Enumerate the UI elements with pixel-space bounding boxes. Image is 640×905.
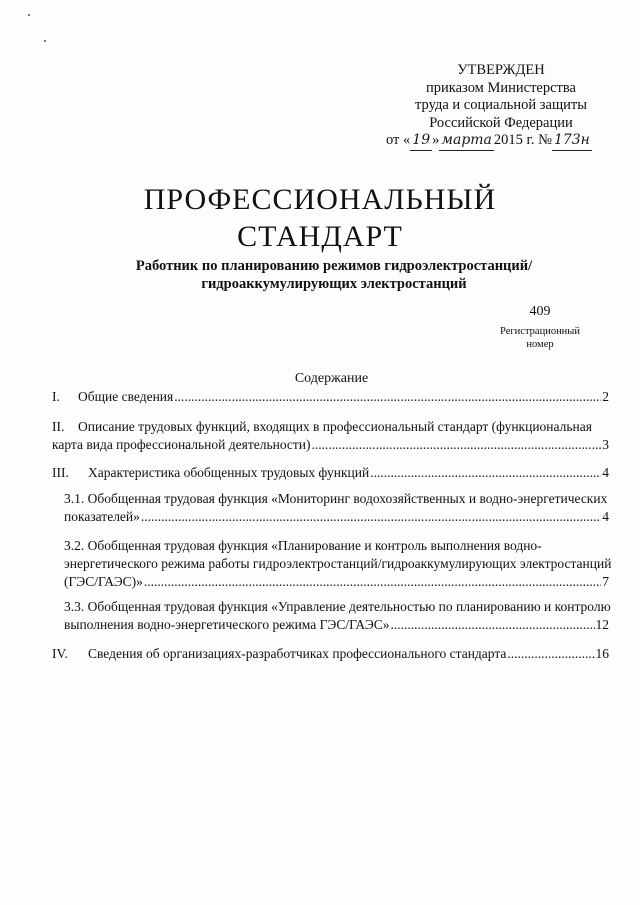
toc-leader (141, 508, 601, 526)
toc-leader (312, 436, 602, 454)
toc-item-number: I. (52, 389, 60, 404)
standard-name-line2: гидроаккумулирующих электростанций (201, 276, 467, 292)
toc-item (52, 388, 609, 406)
order-day: 19 (410, 132, 432, 151)
toc-item-text: Характеристика обобщенных трудовых функций (88, 465, 370, 480)
registration-number: 409 (529, 304, 551, 319)
toc-subitem (64, 490, 609, 526)
approval-line: приказом Министерства (426, 79, 576, 96)
toc-item-page: 16 (595, 646, 609, 661)
toc-item-page: 4 (602, 509, 609, 524)
toc-item-page: 4 (602, 465, 609, 480)
approval-heading: УТВЕРЖДЕН (457, 62, 545, 78)
toc-item (52, 645, 609, 663)
toc-subitem (64, 598, 609, 634)
registration-label: Регистрационный (500, 326, 580, 337)
toc-leader (174, 388, 601, 406)
toc-item (52, 464, 609, 482)
order-year: 2015 г. № (493, 132, 552, 148)
page-title: ПРОФЕССИОНАЛЬНЫЙ (143, 183, 497, 216)
toc-item-page: 7 (602, 574, 609, 589)
approval-line: труда и социальной защиты (415, 97, 587, 113)
toc-item-number: III. (52, 465, 69, 480)
toc-item-text: показателей» (64, 509, 140, 524)
toc-item-text: 3.2. Обобщенная трудовая функция «Планирование и контроль выполнения водно- (64, 538, 542, 553)
toc-item-text: карта вида профессиональной деятельности) (52, 437, 311, 452)
scan-speck (44, 40, 46, 42)
order-month: марта (439, 132, 494, 151)
toc-item-text: выполнения водно-энергетического режима ГЭС/ГАЭС» (64, 617, 390, 632)
toc-leader (507, 645, 594, 663)
toc-item-number: IV. (52, 646, 68, 661)
standard-name: Работник по планированию режимов гидроэлектростанций/ (135, 258, 533, 274)
toc-item-page: 3 (602, 437, 609, 452)
registration-label-line2: номер (526, 339, 554, 350)
toc-item (52, 418, 609, 454)
toc-heading: Содержание (294, 371, 369, 386)
toc-item-number: II. (52, 419, 65, 434)
toc-item-text: Описание трудовых функций, входящих в профессиональный стандарт (функциональная (78, 419, 592, 434)
order-number: 173н (552, 132, 592, 151)
scan-speck (28, 14, 30, 16)
toc-item-page: 2 (602, 389, 609, 404)
toc-leader (370, 464, 601, 482)
toc-leader (144, 573, 601, 591)
order-line (386, 132, 616, 151)
toc-item-text: Сведения об организациях-разработчиках профессионального стандарта (88, 646, 507, 661)
approval-line: Российской Федерации (429, 114, 573, 131)
toc-item-text: (ГЭС/ГАЭС)» (64, 574, 143, 589)
toc-item-page: 12 (595, 617, 609, 632)
order-prefix: от « (386, 132, 411, 148)
order-quote: » (432, 132, 440, 148)
toc-item-text: Общие сведения (78, 389, 174, 404)
toc-item-text: энергетического режима работы гидроэлектростанций/гидроаккумулирующих электростанций (64, 556, 612, 571)
approval-block (386, 62, 616, 148)
toc-item-text: 3.3. Обобщенная трудовая функция «Управление деятельностью по планированию и контролю (64, 599, 611, 614)
page-title-line2: СТАНДАРТ (237, 220, 403, 253)
toc-subitem (64, 537, 612, 591)
toc-leader (391, 616, 595, 634)
toc-item-text: 3.1. Обобщенная трудовая функция «Мониторинг водохозяйственных и водно-энергетических (64, 491, 608, 506)
registration-number-block (490, 304, 590, 351)
